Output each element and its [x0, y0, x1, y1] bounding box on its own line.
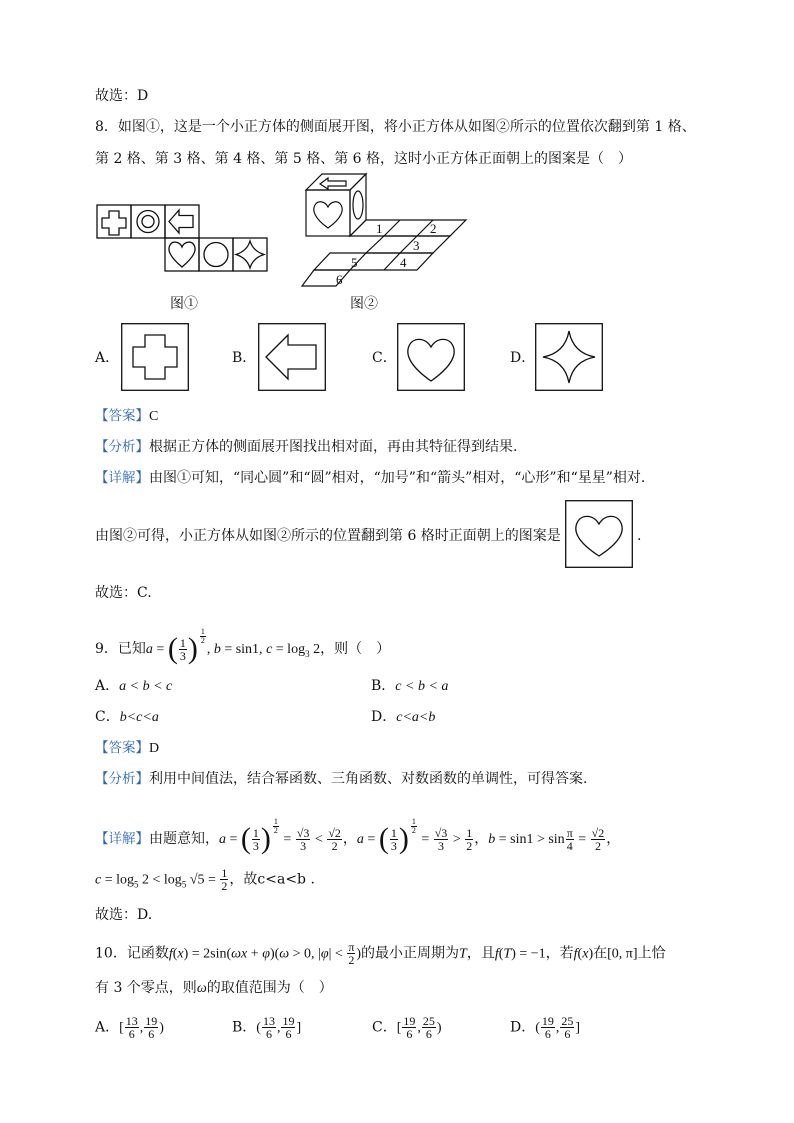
detail-line2-text: 由图②可得，小正方体从如图②所示的位置翻到第 6 格时正面朝上的图案是	[95, 528, 561, 544]
detail-line2-period: .	[637, 528, 642, 544]
answer-tag: 【答案】	[95, 408, 149, 424]
plus-icon	[102, 211, 126, 235]
detail-tag: 【详解】	[95, 470, 149, 486]
answer-value: D	[149, 741, 160, 756]
cube-net-figure	[96, 203, 272, 273]
fig2-caption: 图②	[350, 296, 378, 312]
q7-answer-line: 故选：D	[95, 88, 149, 104]
analysis-text: 根据正方体的侧面展开图找出相对面，再由其特征得到结果.	[149, 439, 518, 455]
q9-stem-pre: 9．已知	[95, 641, 146, 657]
q9-answer-line	[95, 738, 159, 759]
q8-option-a-plus-icon[interactable]	[121, 323, 189, 391]
grid-number-5: 5	[351, 255, 358, 270]
q9-conclusion: 故选：D.	[95, 907, 153, 923]
analysis-tag: 【分析】	[95, 439, 149, 455]
q9-option-a[interactable]: A．a < b < c	[95, 678, 173, 694]
analysis-text: 利用中间值法，结合幂函数、三角函数、对数函数的单调性，可得答案.	[149, 771, 588, 787]
q9-detail-line2: $c = \log_5 2 < \log_5 √5$ = $\frac{1}{2}$ ，故c<a<b .	[95, 866, 315, 893]
q9-stem-post: ，则（ ）	[320, 641, 391, 657]
grid-number-3: 3	[413, 238, 420, 253]
q9-option-c[interactable]: C．b<c<a	[95, 709, 159, 725]
q8-stem-line1: 8．如图①，这是一个小正方体的侧面展开图，将小正方体从如图②所示的位置依次翻到第 1 格、	[95, 119, 696, 135]
q10-stem-line1: 10．记函数f(x) = 2sin(ωx + φ)(ω > 0, |φ| < $\frac{\pi}{2}$ )的最小正周期为T，且f(T) = −1，若f(x)在[0, π]上恰	[95, 940, 666, 967]
q10-stem-pre: 10．记函数	[95, 945, 169, 962]
heart-icon	[169, 242, 195, 267]
q8-conclusion: 故选：C.	[95, 585, 152, 601]
q8-option-d-star-icon[interactable]	[535, 323, 603, 391]
cube-front-face	[306, 190, 350, 236]
grid-number-1: 1	[376, 221, 383, 236]
q9-stem: 9．已知a = ( $\frac{1}{3}$ ) $^{\frac{1}{2}}$ , b = sin1, $c = \log_3 2$，则（ ）	[95, 627, 391, 665]
q8-stem-line2: 第 2 格、第 3 格、第 4 格、第 5 格、第 6 格，这时小正方体正面朝上的图案是（ ）	[95, 151, 633, 167]
heart-icon	[314, 202, 342, 228]
circle-icon	[204, 243, 228, 267]
arrow-top-icon	[320, 178, 346, 189]
detail-pre: 由题意知，	[149, 831, 219, 847]
q8-detail-line2	[95, 526, 561, 546]
q9-detail-line: 【详解】由题意知，a = ( $\frac{1}{3}$ ) $^{\frac{1}{2}}$ = $\frac{√3}{3}$ < $\frac{√2}{2}$ ，a = ( $\frac{1}{3}$ ) $^{\frac{1}{2}}$ = $\frac{√3}{3}$ > $\frac{1}{2}$ ，b = sin1 > sin $\frac{\pi}{4}$ = $\frac{√2}{2}$ ，	[95, 817, 621, 855]
q8-option-d-letter[interactable]: D．	[510, 350, 536, 366]
q10-option-d[interactable]: D．( $\frac{19}{6}$ , $\frac{25}{6}$ ]	[510, 1014, 581, 1041]
q9-conclusion-c: 故c<a<b .	[243, 871, 315, 888]
fig1-caption: 图①	[170, 296, 198, 312]
q8-analysis-line	[95, 437, 517, 457]
q10-option-b[interactable]: B．( $\frac{13}{6}$ , $\frac{19}{6}$ ]	[232, 1014, 302, 1041]
ring-side-icon	[353, 191, 363, 219]
concentric-circles-icon	[137, 211, 159, 233]
q9-analysis-line	[95, 769, 587, 789]
q8-option-c-letter[interactable]: C．	[372, 350, 397, 366]
detail-heart-icon	[565, 500, 633, 568]
q9-option-d[interactable]: D．c<a<b	[371, 709, 436, 725]
q10-stem-line2: 有 3 个零点，则ω的取值范围为（ ）	[95, 980, 333, 996]
detail-tag: 【详解】	[95, 831, 149, 847]
grid-number-4: 4	[400, 255, 407, 270]
q8-option-a-letter[interactable]: A．	[95, 350, 120, 366]
answer-tag: 【答案】	[95, 740, 149, 756]
q10-option-a[interactable]: A．[ $\frac{13}{6}$ , $\frac{19}{6}$ )	[95, 1014, 164, 1041]
cube-grid-figure	[300, 168, 470, 288]
q9-option-b[interactable]: B．c < b < a	[371, 678, 449, 694]
arrow-left-icon	[169, 210, 193, 233]
q8-detail-line	[95, 468, 645, 488]
grid-number-2: 2	[430, 221, 437, 236]
grid-number-6: 6	[336, 272, 343, 287]
star-icon	[236, 241, 264, 268]
q10-option-c[interactable]: C．[ $\frac{19}{6}$ , $\frac{25}{6}$ )	[372, 1014, 442, 1041]
q8-answer-line	[95, 406, 158, 427]
detail-text: 由图①可知，“同心圆”和“圆”相对，“加号”和“箭头”相对，“心形”和“星星”相对.	[149, 470, 646, 486]
q8-option-b-arrow-left-icon[interactable]	[258, 323, 326, 391]
analysis-tag: 【分析】	[95, 771, 149, 787]
q8-option-b-letter[interactable]: B．	[232, 350, 257, 366]
answer-value: C	[149, 409, 159, 424]
q8-option-c-heart-icon[interactable]	[397, 323, 465, 391]
